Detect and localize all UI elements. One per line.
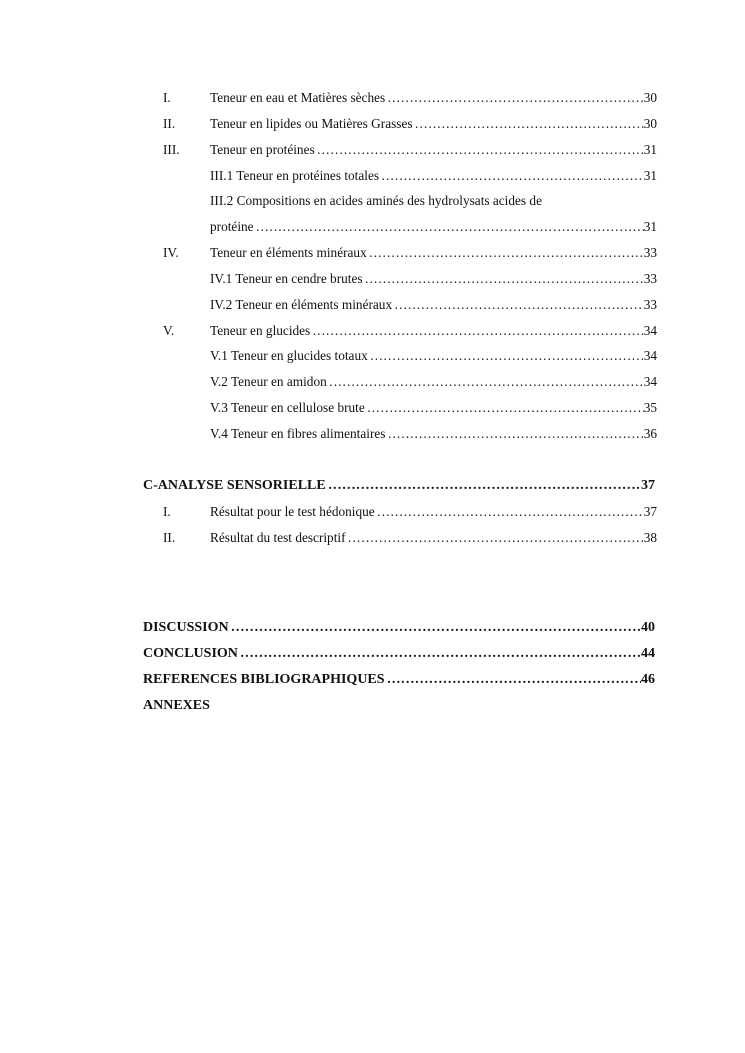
dot-leader bbox=[385, 85, 644, 111]
toc-entry-title: protéine bbox=[210, 219, 254, 235]
toc-entry-line bbox=[143, 641, 655, 667]
toc-entry-page: 33 bbox=[643, 296, 657, 312]
toc-entry bbox=[0, 292, 745, 318]
toc-entry-title: ANNEXES bbox=[143, 697, 210, 713]
toc-entry bbox=[0, 693, 745, 719]
toc-entry bbox=[0, 499, 745, 525]
toc-entry-page: 33 bbox=[643, 245, 657, 261]
toc-entry-line bbox=[143, 693, 655, 719]
toc-entry-page: 34 bbox=[643, 348, 657, 364]
toc-entry-line bbox=[210, 499, 657, 525]
dot-leader bbox=[379, 163, 644, 189]
toc-entry-title: V.1 Teneur en glucides totaux bbox=[210, 348, 368, 364]
toc-entry bbox=[0, 421, 745, 447]
toc-entry-line bbox=[143, 615, 655, 641]
toc-entry-number: II. bbox=[163, 115, 176, 131]
dot-leader bbox=[385, 667, 641, 693]
toc-entry-line bbox=[210, 395, 657, 421]
dot-leader bbox=[315, 137, 644, 163]
toc-entry-title: Résultat du test descriptif bbox=[210, 529, 346, 545]
toc-entry-page: 40 bbox=[641, 620, 655, 635]
dot-leader bbox=[392, 292, 644, 318]
toc-section-final bbox=[0, 615, 745, 718]
dot-leader bbox=[238, 641, 641, 667]
toc-entry-title: Teneur en protéines bbox=[210, 141, 315, 157]
toc-entry-title: C-ANALYSE SENSORIELLE bbox=[143, 478, 326, 493]
toc-entry-line bbox=[143, 667, 655, 693]
toc-entry-page: 31 bbox=[643, 167, 657, 183]
toc-entry-page: 31 bbox=[643, 219, 657, 235]
toc-entry-line bbox=[210, 369, 657, 395]
toc-entry-page: 37 bbox=[641, 478, 655, 493]
dot-leader bbox=[367, 240, 644, 266]
toc-entry-title: Teneur en eau et Matières sèches bbox=[210, 90, 386, 105]
toc-entry-page: 30 bbox=[643, 115, 657, 131]
toc-entry bbox=[0, 395, 745, 421]
toc-entry bbox=[0, 615, 745, 641]
toc-entry bbox=[0, 137, 745, 163]
toc-entry-line bbox=[210, 240, 657, 266]
toc-section-analyses bbox=[0, 85, 745, 447]
toc-entry-line bbox=[210, 318, 657, 344]
toc-entry bbox=[0, 214, 745, 240]
toc-entry-number: I. bbox=[163, 90, 171, 105]
toc-entry-page: 35 bbox=[643, 400, 657, 416]
toc-entry-title: Teneur en glucides bbox=[210, 322, 311, 338]
toc-entry-number: III. bbox=[163, 141, 180, 157]
dot-leader bbox=[229, 615, 641, 641]
toc-entry-line bbox=[210, 266, 657, 292]
dot-leader bbox=[365, 395, 644, 421]
toc-entry bbox=[0, 163, 745, 189]
toc-entry-line bbox=[210, 111, 657, 137]
toc-entry-line bbox=[210, 292, 657, 318]
toc-entry bbox=[0, 473, 745, 499]
dot-leader bbox=[368, 343, 644, 369]
toc-entry-page: 30 bbox=[643, 90, 657, 105]
toc-entry-line bbox=[210, 163, 657, 189]
dot-leader bbox=[310, 318, 643, 344]
toc-entry-title: CONCLUSION bbox=[143, 645, 238, 661]
toc-entry bbox=[0, 667, 745, 693]
toc-entry-title: III.2 Compositions en acides aminés des hydrolysats acides de bbox=[210, 193, 542, 209]
toc-entry-line bbox=[210, 85, 657, 111]
toc-entry-title: Teneur en lipides ou Matières Grasses bbox=[210, 115, 413, 131]
toc-entry-title: V.3 Teneur en cellulose brute bbox=[210, 400, 365, 416]
toc-entry-number: IV. bbox=[163, 245, 179, 261]
toc-entry-title: IV.1 Teneur en cendre brutes bbox=[210, 270, 363, 286]
toc-entry-page: 36 bbox=[643, 425, 657, 441]
dot-leader bbox=[363, 266, 644, 292]
toc-entry-page: 37 bbox=[643, 503, 657, 519]
toc-entry-page: 44 bbox=[641, 645, 655, 661]
dot-leader bbox=[413, 111, 644, 137]
toc-entry-number: I. bbox=[163, 503, 171, 519]
toc-entry-line bbox=[210, 525, 657, 551]
toc-entry-title: Teneur en éléments minéraux bbox=[210, 245, 367, 261]
toc-entry-title: DISCUSSION bbox=[143, 620, 229, 635]
toc-entry-page: 38 bbox=[643, 529, 657, 545]
toc-entry-line bbox=[210, 421, 657, 447]
toc-entry-page: 46 bbox=[641, 671, 655, 687]
toc-entry-page: 31 bbox=[643, 141, 657, 157]
toc-entry-line bbox=[210, 188, 657, 214]
toc-entry bbox=[0, 111, 745, 137]
toc-entry-title: IV.2 Teneur en éléments minéraux bbox=[210, 296, 393, 312]
toc-entry bbox=[0, 343, 745, 369]
toc-entry-title: Résultat pour le test hédonique bbox=[210, 503, 375, 519]
toc-entry-line bbox=[210, 137, 657, 163]
toc-entry-title: REFERENCES BIBLIOGRAPHIQUES bbox=[143, 671, 385, 687]
toc-entry-page: 34 bbox=[643, 374, 657, 390]
toc-entry-line bbox=[210, 214, 657, 240]
dot-leader bbox=[326, 473, 641, 499]
toc-entry-number: V. bbox=[163, 322, 175, 338]
toc-entry-title: V.4 Teneur en fibres alimentaires bbox=[210, 425, 386, 441]
toc-entry-title: III.1 Teneur en protéines totales bbox=[210, 167, 380, 183]
toc-entry-line bbox=[143, 473, 655, 499]
toc-entry-line bbox=[210, 343, 657, 369]
dot-leader bbox=[385, 421, 643, 447]
toc-entry-number: II. bbox=[163, 529, 176, 545]
dot-leader bbox=[254, 214, 644, 240]
toc-entry-title: V.2 Teneur en amidon bbox=[210, 374, 327, 390]
toc-entry bbox=[0, 85, 745, 111]
toc-section-sensorielle bbox=[0, 473, 745, 551]
toc-entry-page: 34 bbox=[643, 322, 657, 338]
toc-entry-page: 33 bbox=[643, 270, 657, 286]
toc-entry bbox=[0, 266, 745, 292]
toc-entry bbox=[0, 641, 745, 667]
dot-leader bbox=[346, 525, 644, 551]
toc-entry bbox=[0, 240, 745, 266]
toc-entry bbox=[0, 525, 745, 551]
dot-leader bbox=[375, 499, 644, 525]
dot-leader bbox=[327, 369, 644, 395]
toc-entry bbox=[0, 369, 745, 395]
toc-entry bbox=[0, 188, 745, 214]
toc-entry bbox=[0, 318, 745, 344]
